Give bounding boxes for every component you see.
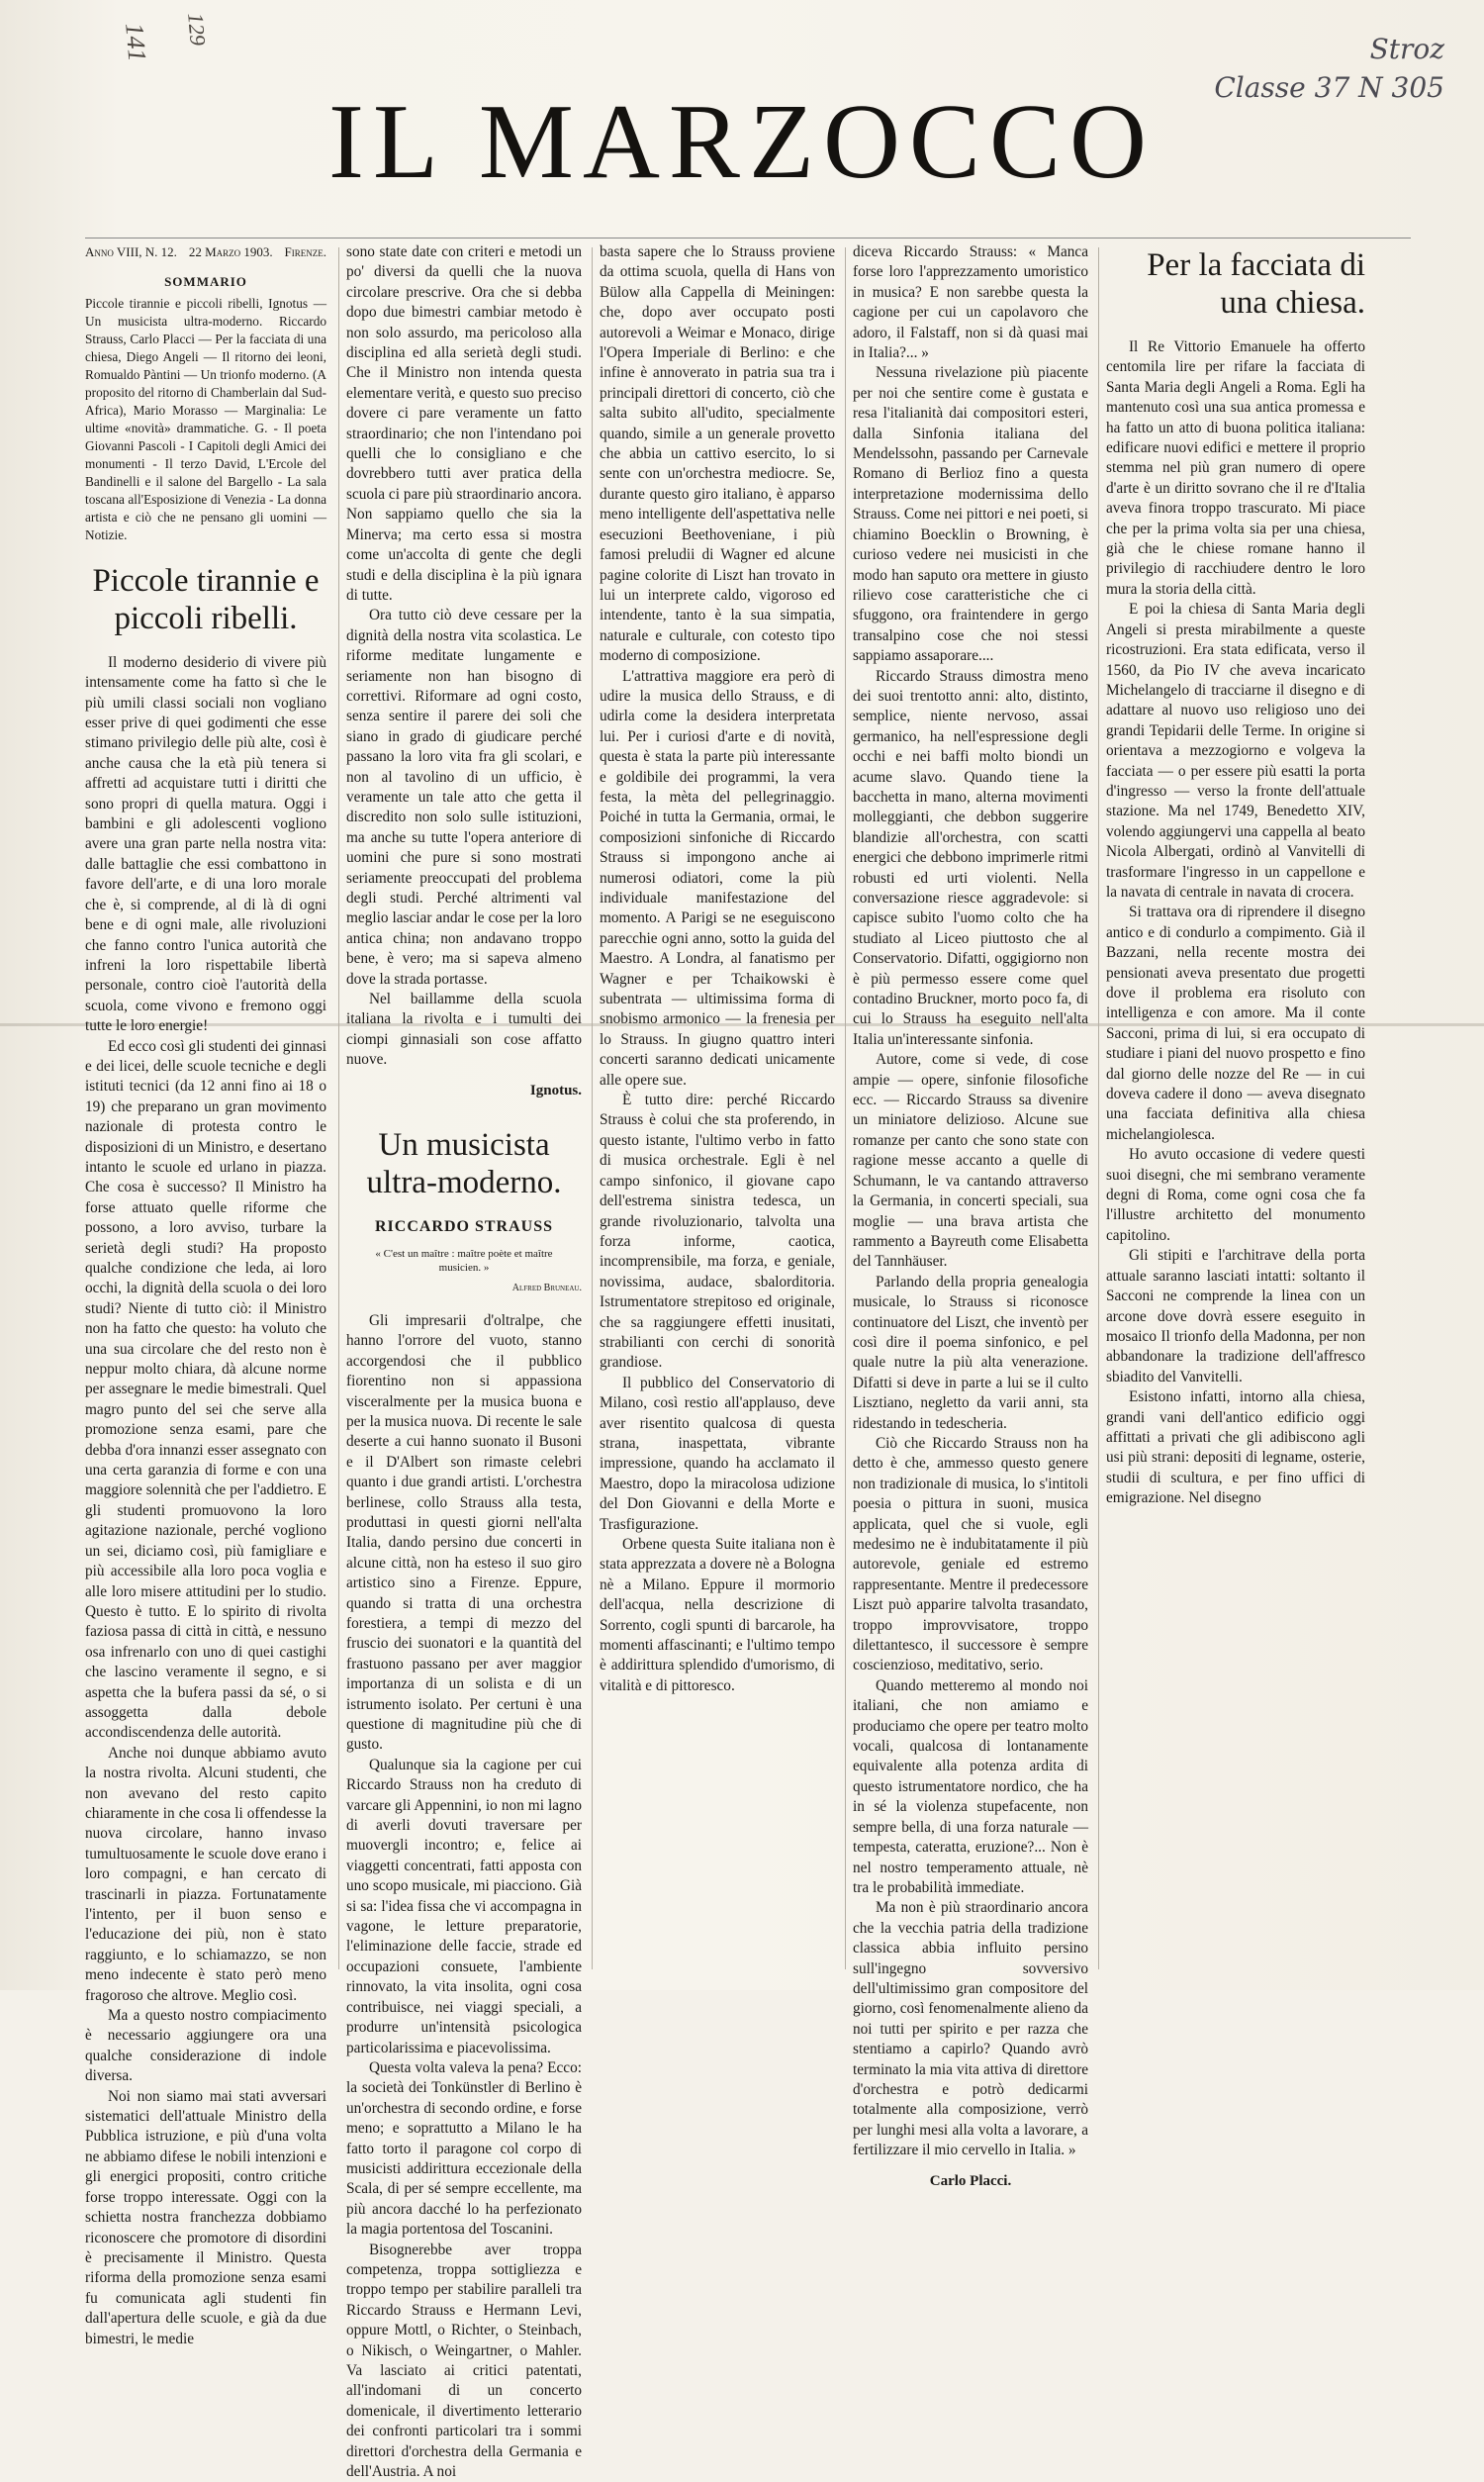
paragraph: Noi non siamo mai stati avversari sistematici dell'attuale Ministro della Pubblica istruzione, e più d'una volta ne abbiamo difese le nobili intenzioni e gli energici propositi, contro critiche forse troppo interessate. Oggi con la schietta nostra franchezza dobbiamo riconoscere che promotore di disordini è precisamente il Ministro. Questa riforma della promozione senza esami fu comunicata agli studenti fin dall'apertura delle scuole, e già da due bimestri, le medie [85,2087,326,2347]
article-title-musicista: Un musicista ultra-moderno. [366,1127,562,1201]
sommario-heading: SOMMARIO [164,274,247,290]
paragraph: Il pubblico del Conservatorio di Milano, così restio all'applauso, deve aver risentito qualcosa di questa strana, inaspettata, vibrante impressione, quando ha acclamato il Maestro, dopo la miracolosa udizione del Don Giovanni e della Morte e Trasfigurazione. [600,1374,835,1533]
issue-city: Firenze. [284,244,326,259]
dateline [85,242,326,262]
paragraph: Autore, come si vede, di cose ampie — opere, sinfonie filosofiche ecc. — Riccardo Strauss sa divenire un miniatore delizioso. Alcune sue romanze per canto che sono state con ragione messe accanto a quelle di Schumann, le va cantando attraverso la Germania, in concerti speciali, sua moglie — una brava artista che rammento a Bayreuth come Elisabetta del Tannhäuser. [853,1051,1088,1271]
article-title-facciata: Per la facciata di una chiesa. [1147,247,1365,321]
paragraph: Orbene questa Suite italiana non è stata apprezzata a dovere nè a Bologna nè a Milano. Eppure il mormorio dell'acqua, nella descrizione di Sorrento, cogli spunti di barcarole, ha momenti affascinanti; e l'ultimo tempo è addirittura splendido d'umorismo, di vitalità e di pittoresco. [600,1536,835,1694]
epigraph-author: Alfred Bruneau. [511,1283,582,1294]
signature-ignotus: Ignotus. [529,1082,582,1098]
column-divider [1098,247,1099,1969]
issue-number: Anno VIII, N. 12. [85,244,177,259]
sommario-text: Piccole tirannie e piccoli ribelli, Ignotus — Un musicista ultra-moderno. Riccardo Strauss, Carlo Placci — Per la facciata di una chiesa, Diego Angeli — Il ritorno dei leoni, Romualdo Pàntini — Un trionfo moderno. (A proposito del ritorno di Chamberlain dal Sud-Africa), Mario Morasso — Marginalia: Le ultime «novità» drammatiche. G. - Il poeta Giovanni Pascoli - I Capitoli degli Amici dei monumenti - Il terzo David, L'Ercole del Bandinelli e il salone del Bargello - La sala toscana all'Esposizione di Venezia - La donna artista e ciò che ne pensano gli uomini — Notizie. [85,295,326,542]
paragraph: Ma non è più straordinario ancora che la vecchia patria della tradizione classica abbia influito persino sull'ingegno sovversivo dell'ultimissimo gran compositore del giorno, così fenomenalmente alieno da noi tutti per spirito e per razza che stentiamo a capirlo? Quando avrò terminato la mia vita attiva di direttore d'orchestra e potrò dedicarmi totalmente alla composizione, verrò per lunghi mesi alla volta a lavorare, a fertilizzare il mio cervello in Italia. » [853,1899,1088,2159]
issue-date: 22 Marzo 1903. [188,244,273,259]
epigraph: « C'est un maître : maître poète et maître musicien. » [375,1248,553,1275]
paragraph: diceva Riccardo Strauss: « Manca forse loro l'apprezzamento umoristico in musica? E non sarebbe questa la cagione per cui un capolavoro che adoro, il Falstaff, non si dà quasi mai in Italia?... » [853,243,1088,362]
paragraph: Ed ecco così gli studenti dei ginnasi e dei licei, delle scuole tecniche e degli istituti tecnici (da 12 anni fino ai 18 o 19) che preparano un gran movimento nazionale di protesta contro le disposizioni di un Ministro, e desertano intanto le scuole ed urlano in piazza. Che cosa è successo? Il Ministro ha forse attuato quelle riforme che possono, a loro avviso, turbare la serietà degli studi? Ha proposto qualche condizione che leda, ai loro occhi, la dignità della scuola o dei loro studi? Niente di tutto ciò: il Ministro non ha fatto che questo: ha voluto che una sua circolare che del resto non è neppur molto chiara, dà alcune norme per assegnare le medie bimestrali. Quel magro punto del sei che serve alla promozione senza esami, pare che debba d'ora innanzi esser assegnato con una certa garanzia di forme e con una maggiore solennità che per l'addietro. E gli studenti promuovono la loro agitazione nazionale, perché vogliono un sei, diciamo così, più famigliare e più accessibile alla loro poca voglia e alle loro misere attitudini per lo studio. Questo è tutto. E lo spirito di rivolta faziosa passa di città in città, e nessuno osa infrenarlo con uno di quei castighi che lascino veramente il segno, e si aspetta che la bufera passi da sé, o si assoggetta dalla debole accondiscendenza delle autorità. [85,1037,326,1742]
paragraph: Gli impresarii d'oltralpe, che hanno l'orrore del vuoto, stanno accorgendosi che il pubblico fiorentino non si appassiona visceralmente per la musica buona e per la musica nuova. Di recente le sale deserte a cui hanno suonato il Busoni e il D'Albert son rimaste celebri quanto i due grandi artisti. L'orchestra berlinese, collo Strauss alla testa, produttasi in questi giorni nell'alta Italia, dando persino due concerti in alcune città, non ha esteso il suo giro artistico sino a Firenze. Eppure, quando si tratta di una orchestra forestiera, a tempi di mezzo del fruscio dei suonatori e la quantità del frastuono passano per aver maggior importanza di un solista e di un istrumento isolato. Per certuni è una questione di magnitudine più che di gusto. [346,1311,582,1754]
paragraph: Nel baillamme della scuola italiana la rivolta e i tumulti dei ciompi ginnasiali son cose affatto nuove. [346,991,582,1069]
handwritten-note-left: 141 [120,22,152,63]
paragraph: È tutto dire: perché Riccardo Strauss è colui che sta proferendo, in questo istante, l'ultimo verbo in fatto di musica orchestrale. Egli è nel campo sinfonico, il giovane capo dell'estrema sinistra tedesca, un grande rivoluzionario, talvolta una forza informe, caotica, incomprensibile, ma forza, e geniale, novissima, audace, sbalorditoria. Istrumentatore strepitoso ed originale, che sa raggiungere effetti inusitati, strabilianti con cerchi di sonorità grandiose. [600,1092,835,1372]
paragraph: Riccardo Strauss dimostra meno dei suoi trentotto anni: alto, distinto, semplice, niente nervoso, assai germanico, ha nell'espressione degli occhi e nei baffi molto biondi un acume slavo. Quando tiene la bacchetta in mano, alterna movimenti molleggianti, che debbon suggerire blandizie all'orchestra, con scatti energici che debbono imprimerle ritmi robusti ed urti violenti. Nella conversazione riesce aggradevole: si capisce subito l'uomo colto che ha studiato al Liceo piuttosto che al Conservatorio. Difatti, oggigiorno non è più permesso essere come quel contadino Bruckner, morto poco fa, di cui lo Strauss ha eseguito nell'alta Italia un'interessante sinfonia. [853,667,1088,1048]
article-subtitle: RICCARDO STRAUSS [374,1218,554,1236]
paragraph: Si trattava ora di riprendere il disegno antico e di condurlo a compimento. Già il Bazzani, nella recente mostra dei pensionati aveva presentato due progetti dove il problema era risoluto con intelligenza e con amore. Ma il conte Sacconi, prima di lui, si era occupato di studiare i piani del nuovo prospetto e fino dal giorno delle nozze del Re — in cui doveva cadere il dono — aveva disegnato una facciata definitiva alla chiesa michelangiolesca. [1106,904,1365,1143]
paragraph: Gli stipiti e l'architrave della porta attuale saranno lasciati intatti: soltanto il Sacconi ne comprende la linea con un arcone dove dovrà essere eseguito in mosaico Il trionfo della Madonna, per non abbandonare la tradizione dell'affresco sbiadito del Vanvitelli. [1106,1247,1365,1385]
paragraph: E poi la chiesa di Santa Maria degli Angeli si presta mirabilmente a queste ricostruzioni. Era stata edificata, verso il 1560, da Pio IV che aveva incaricato Michelangelo di tracciarne il disegno e di adattare al nuovo uso religioso uno dei grandi Tepidarii delle Terme. In origine si orientava a mezzogiorno e volgeva la facciata — o per essere più esatti la porta d'ingresso — verso la fronte dell'attuale stazione. Ma nel 1749, Benedetto XIV, volendo aggiungervi una cappella al beato Nicola Albergati, ordinò al Vanvitelli di trasformare l'ingresso in un cappellone e la navata di centrale in navata di crocera. [1106,601,1365,901]
paragraph: Esistono infatti, intorno alla chiesa, grandi vani dell'antico edificio oggi affittati a privati che gli adibiscono agli usi più strani: depositi di legname, osterie, studii di scultura, e per fino uffici di emigrazione. Nel disegno [1106,1388,1365,1507]
paragraph: Il moderno desiderio di vivere più intensamente come ha fatto sì che le più umili classi sociali non vogliano esser prive di quei godimenti che esse stimano privilegio delle più alte, così è anche causa che la età più tenera si affretti ad acquistare tutti i diritti che sono propri di quella matura. Oggi i bambini e gli adolescenti vogliono avere una gran parte nella nostra vita: dalle battaglie che essi combattono in favore dell'arte, e di una loro morale che è, si comprende, al di là di ogni bene e di ogni male, alle rivoluzioni che fanno contro l'unica autorità che infreni la loro rispettabile libertà personale, contro cioè l'autorità della scuola, come vivono e fremono oggi tutte le loro energie! [85,653,326,1035]
column-divider [338,247,339,1969]
paragraph: Ho avuto occasione di vedere questi suoi disegni, che mi sembrano veramente degni di Roma, come ogni cosa che fa l'illustre architetto del monumento capitolino. [1106,1146,1365,1244]
article-title-piccole-tirannie: Piccole tirannie e piccoli ribelli. [92,562,320,636]
handwritten-note-left-2: 129 [183,12,211,48]
paragraph: Ciò che Riccardo Strauss non ha detto è che, ammesso questo genere non tradizionale di musica, lo s'intitoli poesia o pittura in suoni, musica applicata, quel che si vuole, egli medesimo ne è indubitatamente il più autorevole, geniale ed estremo rappresentante. Mentre il predecessore Liszt può apparire talvolta trasandato, troppo improvvisatore, troppo dilettantesco, il successore è sempre coscienzioso, meditativo, serio. [853,1434,1088,1674]
masthead-title: IL MARZOCCO [327,83,1156,201]
paragraph: Questa volta valeva la pena? Ecco: la società dei Tonkünstler di Berlino è un'orchestra di secondo ordine, e forse meno; e soprattutto a Milano le ha fatto torto il paragone col corpo di musicisti addirittura eccezionale della Scala, di per sé sempre eccellente, ma più ancora dacché lo ha perfezionato la magia portentosa del Toscanini. [346,2058,582,2239]
column-divider [845,247,846,1969]
paragraph: Bisognerebbe aver troppa competenza, troppa sottigliezza e troppo tempo per stabilire paralleli tra Riccardo Strauss e Hermann Levi, oppure Mottl, o Richter, o Steinbach, o Nikisch, o Weingartner, o Mahler. Va lasciato ai critici patentati, all'indomani di un concerto domenicale, il divertimento letterario dei confronti particolari tra i sommi direttori d'orchestra della Germania e dell'Austria. A noi [346,2241,582,2481]
paragraph: sono state date con criteri e metodi un po' diversi da quelli che la nuova circolare prescrive. Ora che si debba dopo due bimestri cambiar metodo è non solo assurdo, ma pericoloso alla disciplina ed alla serietà degli studi. Che il Ministro non intenda questa elementare verità, e questo suo preciso dovere ci pare veramente un fatto straordinario; che non l'intendano poi quelli che lo consigliano e che dovrebbero tutti aver pratica della scuola ci pare più straordinario ancora. Non sappiamo quello che sia la Minerva; ma certo essa si mostra come un'accolta di gente che degli studi e della disciplina è la più ignara di tutte. [346,243,582,604]
paragraph: Qualunque sia la cagione per cui Riccardo Strauss non ha creduto di varcare gli Appennini, io non mi lagno di averli dovuti traversare per muovergli incontro; e, felice ai viaggetti concentrati, fatti apposta con uno scopo musicale, mi piacciono. Già si sa: l'idea fissa che vi accompagna in vagone, le letture preparatorie, l'eliminazione delle faccie, strade ed occupazioni consuete, l'ambiente rinnovato, la vita insolita, ogni cosa contribuisce, nei viaggi speciali, a produrre un'intensità psicologica particolarissima e piacevolissima. [346,1756,582,2056]
paragraph: L'attrattiva maggiore era però di udire la musica dello Strauss, e di udirla come la desidera interpretata lui. Per i curiosi d'arte e di novità, questa è stata la parte più interessante e goldibile dei programmi, la vera festa, la mèta del pellegrinaggio. Poiché in tutta la Germania, ormai, le composizioni sinfoniche di Riccardo Strauss si impongono anche ai numerosi odiatori, come la più individuale manifestazione del momento. A Parigi se ne eseguiscono parecchie ogni anno, sotto la guida del Maestro. A Londra, al fanatismo per Wagner e per Tchaikowski è subentrata — ultimissima forma di snobismo armonico — la frenesia per lo Strauss. In giugno quattro interi concerti saranno dedicati unicamente alle opere sue. [600,667,835,1089]
stamp-line-1: Stroz [1369,33,1444,65]
paragraph: Anche noi dunque abbiamo avuto la nostra rivolta. Alcuni studenti, che non avevano del resto capito chiaramente in che cosa li offendesse la nuova circolare, hanno invaso tumultuosamente le scuole dove erano i loro compagni, e han cercato di trascinarli in piazza. Fortunatamente l'intento, per il buon senso e l'educazione dei più, non è stato raggiunto, e lo schiamazzo, se non meno indecente è stato però meno fragoroso che altrove. Meglio così. [85,1744,326,2004]
column-1 [85,242,326,2347]
column-3 [600,242,835,1955]
stamp-line-2: Classe 37 N 305 [1214,71,1444,105]
paragraph: Ma a questo nostro compiacimento è necessario aggiungere ora una qualche considerazione di indole diversa. [85,2007,326,2085]
paragraph: Ora tutto ciò deve cessare per la dignità della nostra vita scolastica. Le riforme meditate lungamente e seriamente non han bisogno di correttivi. Riformare ad ogni costo, senza sentire il parere dei soli che siano in grado di giudicare perché passano la loro vita fra gli scolari, e non al tavolino di un ufficio, è veramente un tale atto che getta il discredito non solo sulle istituzioni, ma anche su tutte l'opera anteriore di uomini che pure si sono mostrati seriamente preoccupati del problema degli studi. Perché altrimenti val meglio lasciar andar le cose per la loro antica china; non andavano troppo bene, è vero; ma si sapeva almeno dove la strada portasse. [346,607,582,988]
top-rule [85,238,1411,239]
paragraph: Il Re Vittorio Emanuele ha offerto centomila lire per rifare la facciata di Santa Maria degli Angeli a Roma. Egli ha mantenuto così una sua antica promessa e ha fatto un atto di buona politica italiana: edificare nuovi edifici e mettere il proprio stemma nel più gran numero di opere d'arte è un diritto sovrano che il re d'Italia aveva finora troppo trascurato. Mi piace che per la prima volta sia per una chiesa, già che le chiese romane hanno il privilegio di racchiudere dentro le loro mura la storia della città. [1106,338,1365,598]
paragraph: Nessuna rivelazione più piacente per noi che sentire come è gustata e resa l'italianità dai compositori esteri, dalla Sinfonia italiana del Mendelssohn, passando per Carnevale Romano di Berlioz fino a questa interpretazione modernissima dello Strauss. Come nei pittori e nei poeti, si chiamino Boecklin o Browning, è curioso vedere nei musicisti in che modo han saputo ora mettere in giusto rilievo cose caratteristiche che ci sfuggono, ora fraintendere in gergo transalpino cose che noi stessi sappiamo assaporare.... [853,364,1088,665]
signature-carlo-placci: Carlo Placci. [929,2172,1012,2189]
paragraph: Parlando della propria genealogia musicale, lo Strauss si riconosce continuatore del Liszt, che inventò per così dire il poema sinfonico, e pel quale nutre la più alta venerazione. Difatti si deve in parte a lui se il culto Lisztiano, negletto da varii anni, sta ridestando in tedescheria. [853,1273,1088,1432]
paragraph: Quando metteremo al mondo noi italiani, che non amiamo e produciamo che opere per teatro molto vocali, qualcosa di lontanamente equivalente alla potenza ardita di questo istrumentatore nordico, che ha in sé la violenza stupefacente, non sempre bella, di una forza naturale — tempesta, cateratta, eruzione?... Non è nel nostro temperamento attuale, nè tra le probabilità immediate. [853,1676,1088,1896]
column-4 [853,242,1088,2189]
paragraph: basta sapere che lo Strauss proviene da ottima scuola, quella di Hans von Bülow alla Cappella di Meiningen: che, dopo aver occupato posti autorevoli a Weimar e Monaco, dirige l'Opera Imperiale di Berlino: e che infine è annoverato in patria sua tra i principali direttori di concerto, ciò che salta subito all'udito, specialmente quando, simile a un generale provetto che abbia un cattivo esercito, lo si sente con un'orchestra mediocre. Se, durante questo giro italiano, è apparso meno intelligente dell'aspettativa nelle esecuzioni Beethoveniane, i più famosi preludii di Wagner ed alcune pagine colorite di Liszt han trovato in lui un interprete caldo, vigoroso ed intendente, tanto è la sua simpatia, naturale e culturale, con cotesto tipo moderno di composizione. [600,243,835,665]
column-5 [1106,242,1365,1955]
column-2 [346,242,582,2481]
column-divider [592,247,593,1969]
